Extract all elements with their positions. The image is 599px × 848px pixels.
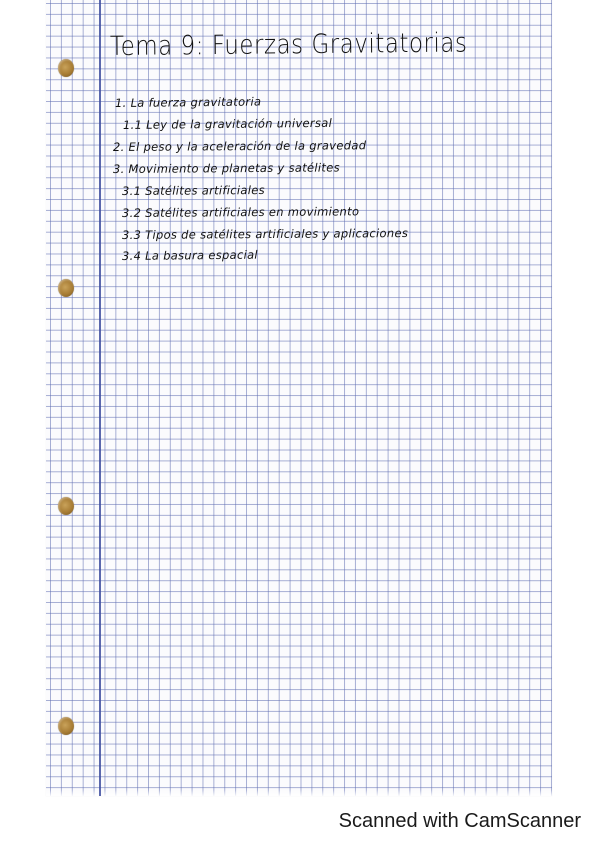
binder-hole [58, 497, 74, 515]
scanner-watermark: Scanned with CamScanner [338, 810, 581, 832]
binder-hole [58, 717, 74, 735]
toc-item: 1. La fuerza gravitatoria [114, 94, 262, 110]
page-title: Tema 9: Fuerzas Gravitatorias [109, 28, 468, 62]
toc-item: 3. Movimiento de planetas y satélites [112, 160, 340, 176]
toc-item: 1.1 Ley de la gravitación universal [122, 115, 333, 132]
toc-item: 3.3 Tipos de satélites artificiales y aplicaciones [121, 226, 409, 242]
binder-hole [58, 279, 74, 297]
margin-line [99, 0, 101, 796]
toc-item: 3.2 Satélites artificiales en movimiento [121, 204, 360, 220]
toc-item: 3.1 Satélites artificiales [121, 183, 265, 198]
toc-item: 2. El peso y la aceleración de la gravedad [112, 138, 367, 154]
toc-item: 3.4 La basura espacial [121, 247, 258, 263]
binder-hole [58, 59, 74, 77]
